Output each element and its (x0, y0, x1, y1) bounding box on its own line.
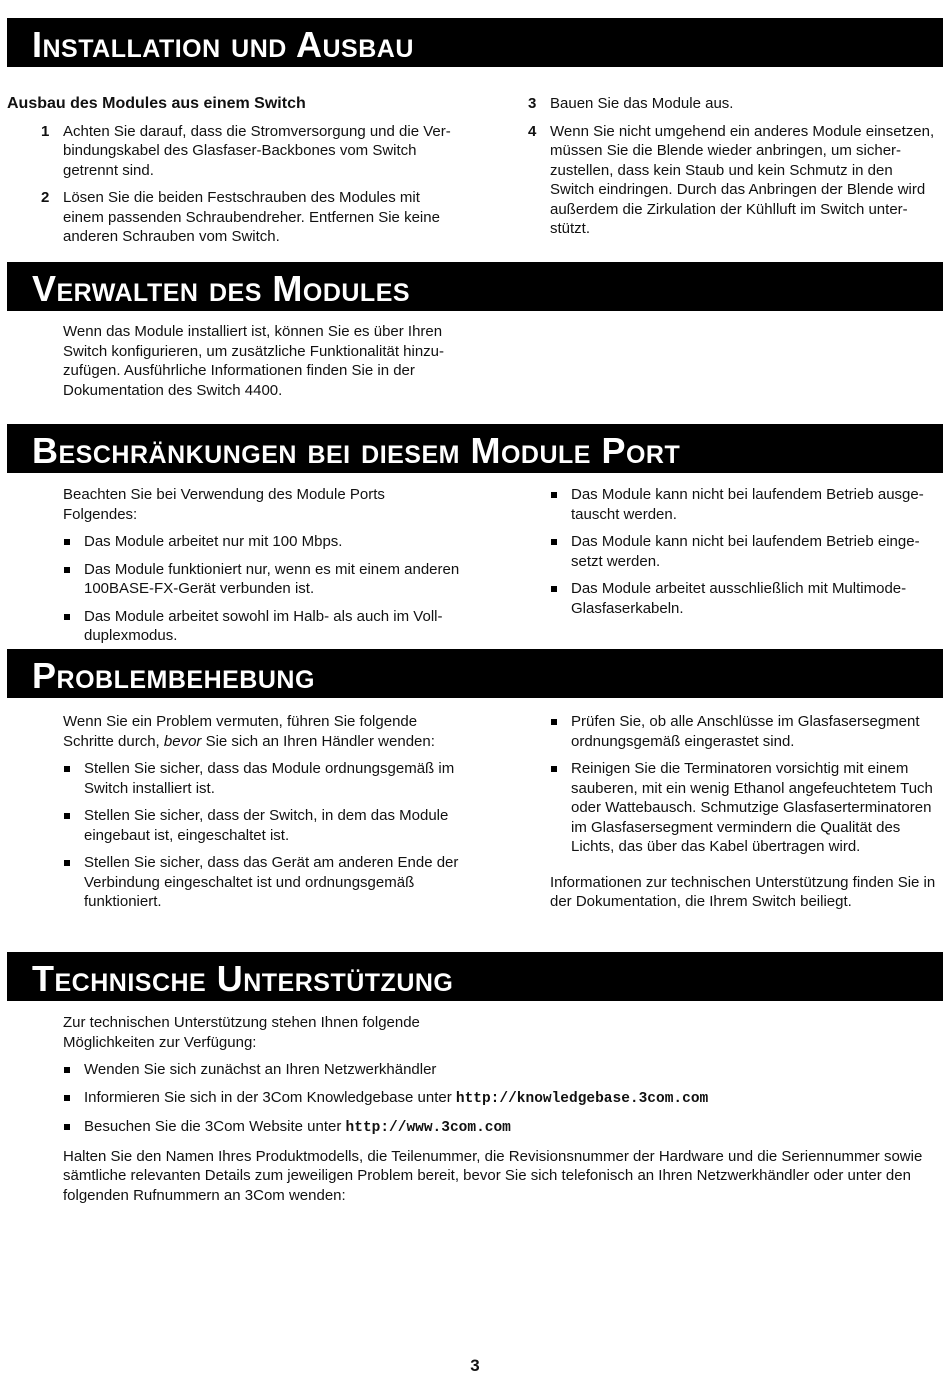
bullet-item (63, 607, 463, 646)
step-item (7, 122, 462, 181)
bullet-list (63, 1060, 933, 1139)
bullet-square-icon (551, 766, 557, 772)
step-item (528, 122, 940, 239)
support-intro (63, 1013, 443, 1060)
bullet-square-icon (64, 860, 70, 866)
bullet-square-icon (551, 586, 557, 592)
bullet-text: Das Module funktioniert nur, wenn es mit einem anderen 100BASE-FX-Gerät verbunden ist. (84, 560, 460, 597)
step-text: Bauen Sie das Module aus. (550, 95, 734, 112)
bullet-item (550, 579, 940, 618)
bullet-list (550, 712, 940, 857)
bullet-square-icon (64, 539, 70, 545)
bullet-text: Prüfen Sie, ob alle Anschlüsse im Glasfasersegment ordnungsgemäß eingerastet sind. (571, 713, 920, 750)
intro-emphasis: bevor (163, 732, 202, 750)
bullet-item (63, 560, 463, 599)
section-title: Problembehebung (32, 655, 315, 696)
removal-instructions (7, 94, 462, 255)
section-title: Installation und Ausbau (32, 24, 414, 65)
section-title: Beschränkungen bei diesem Module Port (32, 430, 681, 471)
bullet-item (63, 532, 463, 552)
step-number: 4 (528, 122, 537, 140)
intro-text: Sie sich an Ihren Händler wenden: (201, 732, 435, 750)
bullet-item (550, 485, 940, 524)
bullet-square-icon (64, 813, 70, 819)
bullet-item (63, 759, 463, 798)
bullet-item (63, 1088, 933, 1110)
section-header-support (7, 952, 943, 1001)
bullet-text: Besuchen Sie die 3Com Website unter (84, 1118, 346, 1135)
troubleshooting-left (63, 712, 463, 920)
page-number: 3 (470, 1356, 480, 1375)
management-text (63, 322, 463, 408)
bullet-text: Stellen Sie sicher, dass das Module ordnungsgemäß im Switch installiert ist. (84, 760, 455, 797)
bullet-text: Das Module kann nicht bei laufendem Betrieb ausgetauscht werden. (571, 486, 924, 523)
bullet-item (63, 1117, 933, 1139)
section-header-beschraenkungen (7, 424, 943, 473)
subsection-title: Ausbau des Modules aus einem Switch (7, 95, 306, 112)
section-header-verwalten (7, 262, 943, 311)
bullet-square-icon (64, 1067, 70, 1073)
bullet-text: Stellen Sie sicher, dass das Gerät am anderen Ende der Verbindung eingeschaltet ist und ordnungsgemäß funktioniert. (84, 854, 459, 910)
step-number: 3 (528, 95, 537, 112)
step-item (528, 94, 940, 114)
step-text: Wenn Sie nicht umgehend ein anderes Module einsetzen, müssen Sie die Blende wieder anbringen, um sicherzustellen, dass kein Staub und kein Schmutz in den Switch eindringen. Durch das Anbringen der Blende wird außerdem die Zirkulation der Kühlluft im Switch unterstützt. (550, 122, 935, 237)
paragraph: Halten Sie den Namen Ihres Produktmodells, die Teilenummer, die Revisionsnummer der Hardware und die Seriennummer sowie sämtliche relevanten Details zum jeweiligen Problem bereit, bevor Sie sich telefonisch an Ihren Netzwerkhändler oder unter den folgenden Rufnummern an 3Com wenden: (63, 1147, 923, 1204)
bullet-square-icon (551, 492, 557, 498)
bullet-list (550, 485, 940, 618)
section-title: Technische Unterstützung (32, 958, 454, 999)
step-item (7, 188, 462, 247)
bullet-item (550, 532, 940, 571)
paragraph (63, 712, 463, 751)
paragraph: Zur technischen Unterstützung stehen Ihnen folgende Möglichkeiten zur Verfügung: (63, 1014, 420, 1051)
paragraph: Beachten Sie bei Verwendung des Module Ports Folgendes: (63, 486, 385, 523)
bullet-list (63, 532, 463, 646)
step-text: Achten Sie darauf, dass die Stromversorgung und die Verbindungskabel des Glasfaser-Backbones vom Switch getrennt sind. (63, 122, 451, 179)
bullet-square-icon (551, 719, 557, 725)
bullet-square-icon (64, 766, 70, 772)
paragraph: Wenn das Module installiert ist, können Sie es über Ihren Switch konfigurieren, um zusätzliche Funktionalität hinzuzufügen. Ausführliche Informationen finden Sie in der Dokumentation des Switch 4400. (63, 323, 445, 399)
bullet-item (550, 712, 940, 751)
bullet-text: Stellen Sie sicher, dass der Switch, in dem das Module eingebaut ist, eingeschaltet ist. (84, 807, 449, 844)
support-options (63, 1060, 933, 1213)
bullet-square-icon (64, 567, 70, 573)
bullet-square-icon (551, 539, 557, 545)
section-header-problembehebung (7, 649, 943, 698)
restrictions-right (550, 485, 940, 626)
paragraph: Informationen zur technischen Unterstützung finden Sie in der Dokumentation, die Ihrem Switch beiliegt. (550, 873, 936, 910)
troubleshooting-right (550, 712, 940, 920)
bullet-list (63, 759, 463, 912)
section-header-installation (7, 18, 943, 67)
bullet-text: Das Module arbeitet sowohl im Halb- als auch im Vollduplexmodus. (84, 607, 443, 644)
section-title: Verwalten des Modules (32, 268, 411, 309)
bullet-text: Informieren Sie sich in der 3Com Knowledgebase unter (84, 1088, 456, 1106)
bullet-text: Das Module arbeitet ausschließlich mit Multimode-Glasfaserkabeln. (571, 580, 907, 617)
step-text: Lösen Sie die beiden Festschrauben des Modules mit einem passenden Schraubendreher. Entfernen Sie keine anderen Schrauben vom Switch. (63, 189, 440, 245)
bullet-text: Wenden Sie sich zunächst an Ihren Netzwerkhändler (84, 1061, 437, 1078)
bullet-item (63, 1060, 933, 1080)
bullet-text: Das Module kann nicht bei laufendem Betrieb eingesetzt werden. (571, 533, 920, 570)
bullet-text: Das Module arbeitet nur mit 100 Mbps. (84, 533, 343, 550)
bullet-item (550, 759, 940, 857)
steps-list (7, 122, 462, 247)
bullet-square-icon (64, 1124, 70, 1130)
step-number: 2 (41, 189, 50, 206)
removal-instructions-cont (528, 94, 940, 247)
intro-text: Wenn Sie ein Problem vermuten, führen Sie folgende Schritte durch, (63, 713, 418, 750)
step-number: 1 (41, 122, 50, 140)
restrictions-left (63, 485, 463, 654)
steps-list (528, 94, 940, 239)
website-link[interactable]: http://www.3com.com (345, 1120, 511, 1136)
bullet-text: Reinigen Sie die Terminatoren vorsichtig mit einem sauberen, mit ein wenig Ethanol angefeuchtetem Tuch oder Wattebausch. Schmutzige Glasfaserterminatoren im Glasfasersegment vermindern die Qualität des Lichts, das über das Kabel übertragen wird. (571, 760, 933, 855)
knowledgebase-link[interactable]: http://knowledgebase.3com.com (455, 1090, 709, 1107)
bullet-item (63, 806, 463, 845)
bullet-item (63, 853, 463, 912)
bullet-square-icon (64, 1095, 70, 1101)
bullet-square-icon (64, 614, 70, 620)
